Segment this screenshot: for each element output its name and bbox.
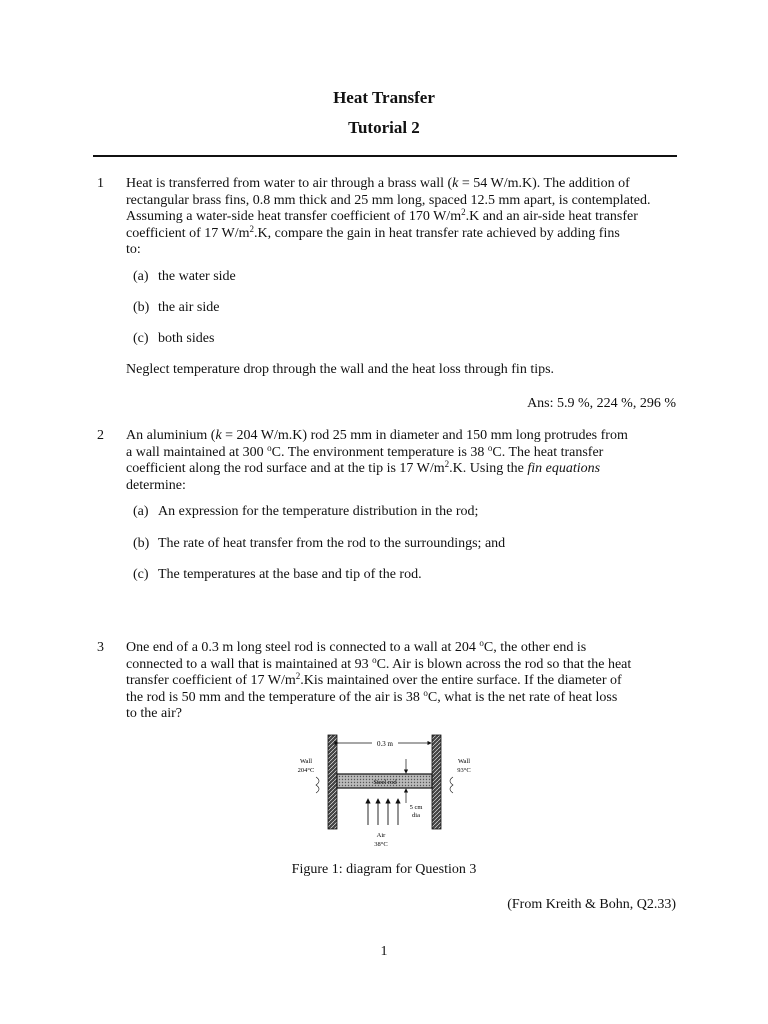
dia-value: 5 cm bbox=[409, 804, 423, 811]
length-label: 0.3 m bbox=[377, 740, 393, 748]
question-3-number: 3 bbox=[97, 640, 104, 655]
page-number: 1 bbox=[380, 944, 388, 959]
air-label: Air bbox=[376, 832, 386, 839]
question-1-item-b: (b) the air side bbox=[133, 300, 220, 315]
air-temp: 38°C bbox=[374, 841, 388, 848]
right-wall-label: Wall bbox=[457, 758, 471, 765]
right-wall bbox=[432, 735, 441, 829]
rod-label: Steel rod bbox=[373, 779, 397, 786]
figure-1-caption: Figure 1: diagram for Question 3 bbox=[291, 862, 477, 877]
figure-1-diagram bbox=[290, 733, 480, 851]
question-2-text: An aluminium (k = 204 W/m.K) rod 25 mm in diameter and 150 mm long protrudes from a wall maintained at 300 $^o$C. The environment temperature is 38 $^o$C. The heat transfer coefficient along the rod surface and at the tip is 17 $W/m^2.K$. Using the fin equations determine: bbox=[126, 428, 628, 493]
left-wall-label: Wall bbox=[299, 758, 313, 765]
question-1-item-a: (a) the water side bbox=[133, 269, 236, 284]
question-1-note: Neglect temperature drop through the wall and the heat loss through fin tips. bbox=[126, 362, 555, 377]
question-2-item-b: (b) The rate of heat transfer from the rod to the surroundings; and bbox=[133, 536, 506, 551]
document-title: Heat Transfer bbox=[333, 88, 435, 107]
question-2-item-a: (a) An expression for the temperature distribution in the rod; bbox=[133, 504, 479, 519]
title-rule bbox=[93, 155, 677, 157]
question-1-item-c: (c) both sides bbox=[133, 331, 215, 346]
document-subtitle: Tutorial 2 bbox=[348, 118, 420, 137]
question-3-text: One end of a 0.3 m long steel rod is connected to a wall at 204 $^o$C, the other end is connected to a wall that is maintained at 93 $^o$C. Air is blown across the rod so that the heat transfer coefficient of 17 $W/m^2.Kis$ maintained over the entire surface. If the diameter of the rod is 50 mm and the temperature of the air is 38 $^o$C, what is the net rate of heat loss to the air? bbox=[126, 638, 632, 721]
dia-unit: dia bbox=[412, 812, 420, 819]
left-wall-temp: 204°C bbox=[297, 767, 315, 774]
question-1-number: 1 bbox=[97, 176, 104, 191]
question-2-number: 2 bbox=[97, 428, 104, 443]
right-wall-temp: 93°C bbox=[457, 767, 471, 774]
question-2-item-c: (c) The temperatures at the base and tip of the rod. bbox=[133, 567, 422, 582]
question-1-text: Heat is transferred from water to air through a brass wall (k = 54 W/m.K). The addition of rectangular brass fins, 0.8 mm thick and 25 mm long, spaced 12.5 mm apart, is contemplated. Assuming a water-side heat transfer coefficient of 170 $W/m^2.K$ and an air-side heat transfer coefficient of 17 $W/m^2.K$, compare the gain in heat transfer rate achieved by adding fins to: bbox=[126, 176, 651, 257]
left-wall bbox=[328, 735, 337, 829]
question-3-source: (From Kreith & Bohn, Q2.33) bbox=[507, 897, 676, 912]
question-1-answer: Ans: 5.9 %, 224 %, 296 % bbox=[527, 396, 676, 411]
